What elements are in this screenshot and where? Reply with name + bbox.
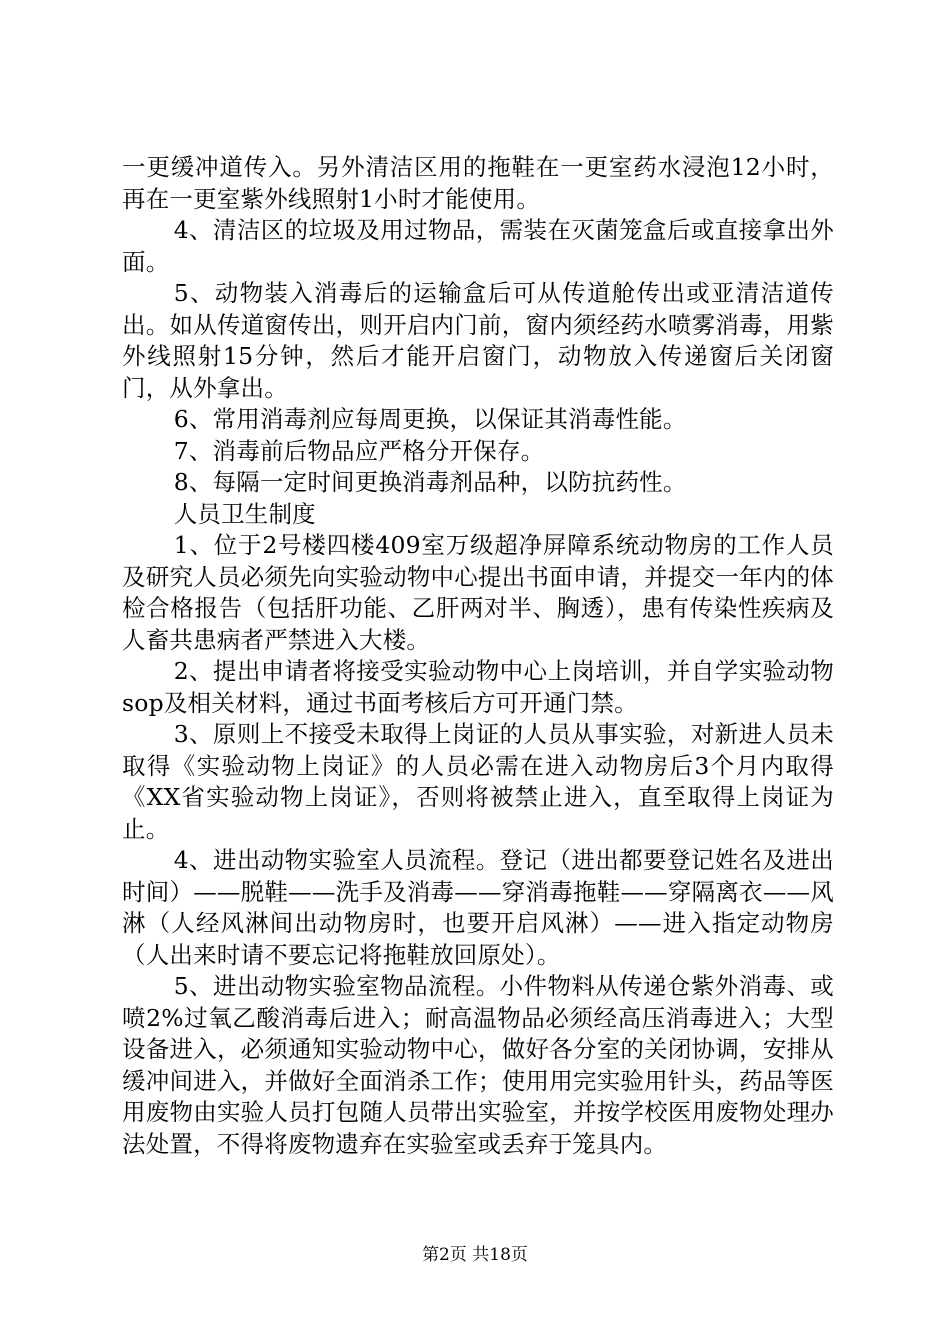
page-footer [0, 1244, 950, 1266]
paragraph-personnel-1: 1、位于2号楼四楼409室万级超净屏障系统动物房的工作人员及研究人员必须先向实验动物中心提出书面申请，并提交一年内的体检合格报告（包括肝功能、乙肝两对半、胸透），患有传染性疾病及人畜共患病者严禁进入大楼。 [122, 531, 834, 654]
paragraph-continuation: 一更缓冲道传入。另外清洁区用的拖鞋在一更室药水浸泡12小时，再在一更室紫外线照射1小时才能使用。 [122, 153, 834, 213]
section-heading: 人员卫生制度 [173, 499, 316, 528]
paragraph-item-6: 6、常用消毒剂应每周更换，以保证其消毒性能。 [173, 405, 687, 433]
paragraph-item-4: 4、清洁区的垃圾及用过物品，需装在灭菌笼盒后或直接拿出外面。 [122, 216, 834, 276]
paragraph-item-8: 8、每隔一定时间更换消毒剂品种，以防抗药性。 [173, 468, 687, 496]
paragraph-item-7: 7、消毒前后物品应严格分开保存。 [173, 436, 545, 465]
paragraph-item-5: 5、动物装入消毒后的运输盒后可从传道舱传出或亚清洁道传出。如从传道窗传出，则开启内门前，窗内须经药水喷雾消毒，用紫外线照射15分钟，然后才能开启窗门，动物放入传递窗后关闭窗门，从外拿出。 [122, 279, 834, 402]
paragraph-personnel-5: 5、进出动物实验室物品流程。小件物料从传递仓紫外消毒、或喷2%过氧乙酸消毒后进入；耐高温物品必须经高压消毒进入；大型设备进入，必须通知实验动物中心，做好各分室的关闭协调，安排从缓冲间进入，并做好全面消杀工作；使用用完实验用针头，药品等医用废物由实验人员打包随人员带出实验室，并按学校医用废物处理办法处置，不得将废物遗弃在实验室或丢弃于笼具内。 [122, 972, 834, 1158]
paragraph-personnel-2: 2、提出申请者将接受实验动物中心上岗培训，并自学实验动物sop及相关材料，通过书面考核后方可开通门禁。 [122, 657, 834, 717]
paragraph-personnel-3: 3、原则上不接受未取得上岗证的人员从事实验，对新进人员未取得《实验动物上岗证》的人员必需在进入动物房后3个月内取得《XX省实验动物上岗证》，否则将被禁止进入，直至取得上岗证为止。 [122, 720, 834, 843]
page-number: 第2页 共18页 [422, 1245, 528, 1265]
document-body [122, 152, 834, 1160]
paragraph-personnel-4: 4、进出动物实验室人员流程。登记（进出都要登记姓名及进出时间）——脱鞋——洗手及消毒——穿消毒拖鞋——穿隔离衣——风淋（人经风淋间出动物房时，也要开启风淋）——进入指定动物房（人出来时请不要忘记将拖鞋放回原处）。 [122, 846, 834, 969]
